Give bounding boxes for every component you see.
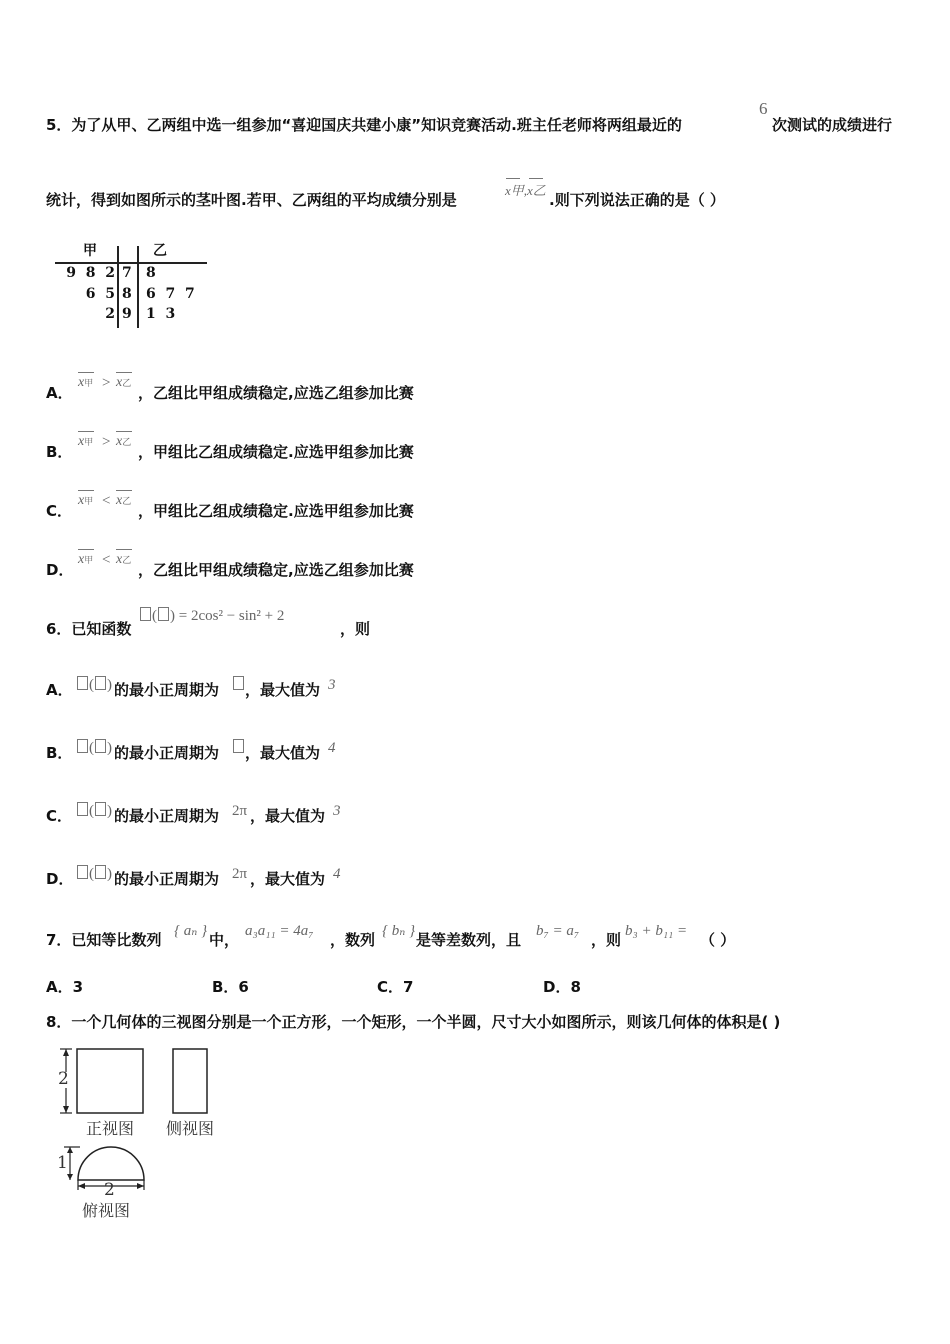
dim-arrow-right-icon [137,1183,144,1189]
dim-width-label: 2 [104,1180,115,1200]
q7-option-a[interactable]: A．3 [46,978,84,996]
x-yi: x乙 [116,493,132,508]
x-placeholder-icon [158,607,169,621]
pi-placeholder-icon [233,739,244,753]
stem-leaf-left-row: 9 8 2 [66,265,115,281]
option-sep: ，最大值为 [245,681,321,699]
q7-mid2: ，数列 [330,931,376,949]
x-placeholder-icon [95,676,106,690]
fx-placeholder-icon [77,802,88,816]
side-view-rect [173,1049,207,1113]
q6-prefix: 6．已知函数 [46,620,132,638]
option-text: ，甲组比乙组成绩稳定.应选甲组参加比赛 [138,443,414,461]
q5-option-b[interactable] [46,427,546,467]
dim-arrow-up-icon [67,1147,73,1153]
option-mid: 的最小正周期为 [114,681,220,699]
option-mid: 的最小正周期为 [114,744,220,762]
option-text: ，乙组比甲组成绩稳定,应选乙组参加比赛 [138,384,414,402]
option-sep: ，最大值为 [245,744,321,762]
relation: < [102,493,111,509]
fx-placeholder-icon [77,676,88,690]
q5-line2b: .则下列说法正确的是（ ） [549,191,725,209]
q6-formula: ( ) = 2cos² − sin² + 2 [139,607,284,625]
x-yi: x乙 [116,375,132,390]
overline [78,431,94,432]
dim-arrow-up-icon [63,1049,69,1056]
x-placeholder-icon [95,802,106,816]
max-value: 4 [328,740,336,756]
eq1: a₃a₁₁ = 4a₇ [245,923,314,939]
option-mid: 的最小正周期为 [114,807,220,825]
stem-leaf-left-row: 2 [105,306,115,322]
seq-a: { aₙ } [174,923,208,939]
period-placeholder [232,676,245,694]
max-value: 4 [333,866,341,882]
q6-option-d[interactable] [46,865,446,895]
relation: < [102,552,111,568]
stem-leaf-vline-right [137,246,139,328]
option-letter: A． [46,681,73,699]
x-placeholder-icon [95,739,106,753]
top-view-semicircle [78,1147,144,1180]
q7-suffix: （ ） [700,931,736,949]
option-letter: C． [46,807,73,825]
q8-text: 8．一个几何体的三视图分别是一个正方形，一个矩形，一个半圆，尺寸大小如图所示，则该几何体的体积是( ) [46,1013,781,1031]
overline [506,178,520,179]
front-view-label: 正视图 [86,1119,135,1138]
stem-leaf-right-row: 6 7 7 [146,286,195,302]
stem-leaf-left-row: 6 5 [85,286,115,302]
option-letter: A． [46,384,73,402]
stem-leaf-header-left: 甲 [83,243,97,259]
option-mid: 的最小正周期为 [114,870,220,888]
top-view-label: 俯视图 [82,1201,131,1220]
relation: > [102,375,111,391]
seq-a-text: aₙ [183,923,198,939]
option-letter: D． [46,561,74,579]
dim-arrow-down-icon [67,1174,73,1180]
max-value: 3 [328,677,336,693]
stem-leaf-hline [55,262,207,264]
fx-symbol: ( ) [76,676,112,694]
option-letter: B． [46,744,73,762]
x-jia: x甲 [78,493,94,508]
option-letter: C． [46,502,73,520]
q5-line1b: 次测试的成绩进行 [772,116,893,134]
q7-prefix: 7．已知等比数列 [46,931,162,949]
fx-symbol: ( ) [76,802,112,820]
overline [116,431,132,432]
overline [116,490,132,491]
fx-placeholder-icon [140,607,151,621]
side-view-label: 侧视图 [166,1119,215,1138]
dim-radius-label: 1 [57,1153,68,1173]
eq2: b₇ = a₇ [536,923,580,939]
q5-line2: 统计，得到如图所示的茎叶图.若甲、乙两组的平均成绩分别是 [46,191,457,209]
option-text: ，乙组比甲组成绩稳定,应选乙组参加比赛 [138,561,414,579]
option-letter: B． [46,443,73,461]
q7-mid1: 中， [209,931,240,949]
formula-text: = 2cos² − sin² + 2 [178,608,285,624]
stem-leaf-stem: 7 [122,265,132,281]
q5-option-a[interactable] [46,368,546,408]
q5-option-c[interactable] [46,486,546,526]
stem-leaf-header-right: 乙 [153,243,167,259]
period-value: 2π [232,803,248,819]
q6-suffix: ，则 [340,620,371,638]
q5-six: 6 [759,99,768,118]
q7-option-d[interactable]: D．8 [543,978,581,996]
stem-leaf-stem: 9 [122,306,132,322]
x-jia: x甲 [78,434,94,449]
q7-option-b[interactable]: B．6 [212,978,249,996]
x-yi: x乙 [116,434,132,449]
stem-leaf-vline-left [117,246,119,328]
q5-option-d[interactable] [46,545,546,585]
q7-option-c[interactable]: C．7 [377,978,414,996]
fx-symbol: ( ) [76,739,112,757]
front-view-square [77,1049,143,1113]
x-jia: x甲 [78,375,94,390]
stem-leaf-stem: 8 [122,286,132,302]
q5-line1: 5．为了从甲、乙两组中选一组参加“喜迎国庆共建小康”知识竞赛活动.班主任老师将两组最近的 [46,116,682,134]
dim-height-label: 2 [58,1069,69,1089]
stem-leaf-right-row: 8 [146,265,156,281]
option-text: ，甲组比乙组成绩稳定.应选甲组参加比赛 [138,502,414,520]
fx-symbol: ( ) [76,865,112,883]
x-placeholder-icon [95,865,106,879]
overline [116,372,132,373]
q6-option-b[interactable] [46,739,446,769]
pi-placeholder-icon [233,676,244,690]
period-value: 2π [232,866,248,882]
dim-arrow-down-icon [63,1106,69,1113]
stem-leaf-right-row: 1 3 [146,306,176,322]
stem-leaf-plot [55,240,215,330]
q7-mid4: ，则 [591,931,622,949]
eq3: b₃ + b₁₁ = [625,923,688,939]
relation: > [102,434,111,450]
overline [529,178,543,179]
x-yi: x乙 [116,552,132,567]
overline [78,372,94,373]
overline [78,549,94,550]
fx-placeholder-icon [77,739,88,753]
option-letter: D． [46,870,74,888]
seq-b: { bₙ } [382,923,416,939]
period-placeholder [232,739,245,757]
overline [116,549,132,550]
seq-b-text: bₙ [391,923,406,939]
q5-means: x甲,x乙 [505,183,546,198]
q6-option-a[interactable] [46,676,446,706]
q7-mid3: 是等差数列，且 [416,931,522,949]
option-sep: ，最大值为 [250,870,326,888]
q6-option-c[interactable] [46,802,446,832]
overline [78,490,94,491]
option-sep: ，最大值为 [250,807,326,825]
fx-placeholder-icon [77,865,88,879]
x-jia: x甲 [78,552,94,567]
max-value: 3 [333,803,341,819]
dim-arrow-left-icon [78,1183,85,1189]
